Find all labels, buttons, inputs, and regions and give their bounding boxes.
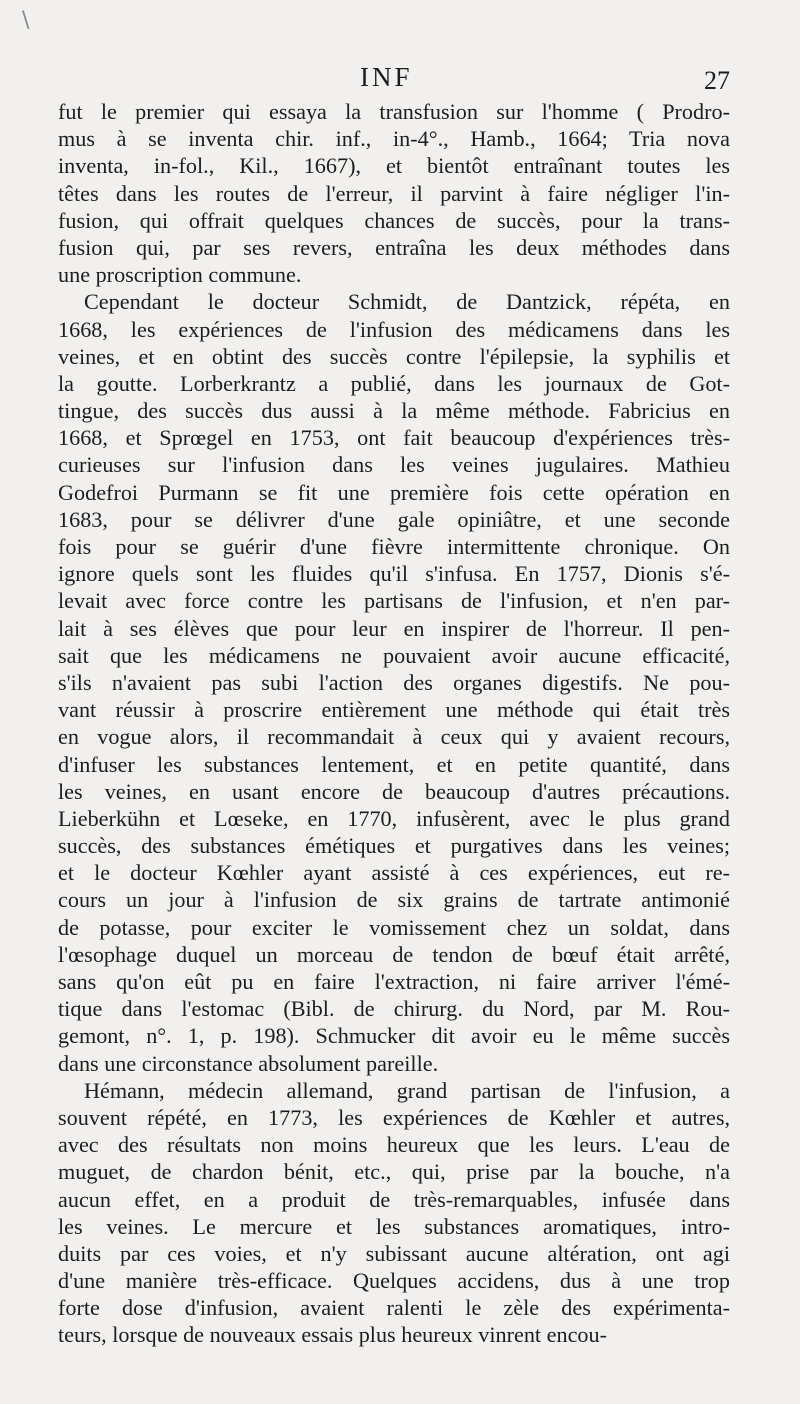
text-line: veines, et en obtint des succès contre l'épilepsie, la syphilis et [58,343,730,369]
text-line: Cependant le docteur Schmidt, de Dantzick, répéta, en [84,289,730,315]
text-line: s'ils n'avaient pas subi l'action des organes digestifs. Ne pou- [58,669,730,695]
text-line: de potasse, pour exciter le vomissement chez un soldat, dans [58,914,730,940]
text-line: ignore quels sont les fluides qu'il s'infusa. En 1757, Dionis s'é- [58,561,730,587]
paragraph [58,98,730,288]
text-line: Hémann, médecin allemand, grand partisan de l'infusion, a [84,1077,730,1103]
text-line: avec des résultats non moins heureux que les leurs. L'eau de [58,1132,730,1158]
text-line: duits par ces voies, et n'y subissant aucune altération, ont agi [58,1240,730,1266]
text-line: en vogue alors, il recommandait à ceux qui y avaient recours, [58,724,730,750]
text-line: muguet, de chardon bénit, etc., qui, prise par la bouche, n'a [58,1159,730,1185]
page-header [60,62,730,102]
text-line: 1668, et Sprœgel en 1753, ont fait beaucoup d'expériences très- [58,425,730,451]
text-line: souvent répété, en 1773, les expériences de Kœhler et autres, [58,1104,730,1130]
text-line: une proscription commune. [58,262,302,288]
running-head: INF [360,62,413,92]
text-line: d'une manière très-efficace. Quelques accidens, dus à une trop [58,1268,730,1294]
corner-mark: \ [22,8,30,33]
text-line: succès, des substances émétiques et purgatives dans les veines; [58,833,730,859]
text-line: tingue, des succès dus aussi à la même méthode. Fabricius en [58,398,730,424]
text-line: Lieberkühn et Lœseke, en 1770, infusèrent, avec le plus grand [58,805,730,831]
text-line: teurs, lorsque de nouveaux essais plus heureux vinrent encou- [58,1322,607,1348]
text-line: gemont, n°. 1, p. 198). Schmucker dit avoir eu le même succès [58,1023,730,1049]
text-line: sans qu'on eût pu en faire l'extraction, ni faire arriver l'émé- [58,969,730,994]
text-line: les veines, en usant encore de beaucoup d'autres précautions. [58,778,730,804]
text-line: 1683, pour se délivrer d'une gale opiniâtre, et une seconde [58,506,730,532]
page-number: 27 [704,66,730,95]
paragraph [58,1077,730,1349]
text-line: levait avec force contre les partisans de l'infusion, et n'en par- [58,588,730,614]
text-line: cours un jour à l'infusion de six grains de tartrate antimonié [58,887,730,913]
text-line: fusion qui, par ses revers, entraîna les deux méthodes dans [58,234,730,260]
text-line: fusion, qui offrait quelques chances de succès, pour la trans- [58,207,730,233]
text-line: et le docteur Kœhler ayant assisté à ces expériences, eut re- [58,860,730,886]
text-line: l'œsophage duquel un morceau de tendon de bœuf était arrêté, [58,941,730,967]
text-line: inventa, in-fol., Kil., 1667), et bientôt entraînant toutes les [58,153,730,179]
text-line: forte dose d'infusion, avaient ralenti le zèle des expérimenta- [58,1295,730,1321]
text-line: aucun effet, en a produit de très-remarquables, infusée dans [58,1186,730,1212]
text-line: d'infuser les substances lentement, et en petite quantité, dans [58,751,730,777]
text-line: les veines. Le mercure et les substances aromatiques, intro- [58,1213,730,1239]
text-line: tique dans l'estomac (Bibl. de chirurg. du Nord, par M. Rou- [58,996,730,1022]
text-line: 1668, les expériences de l'infusion des médicamens dans les [58,316,730,342]
text-line: vant réussir à proscrire entièrement une méthode qui était très [58,697,730,723]
text-line: sait que les médicamens ne pouvaient avoir aucune efficacité, [58,642,730,668]
text-line: curieuses sur l'infusion dans les veines jugulaires. Mathieu [58,452,730,478]
paragraph [58,288,730,1076]
text-line: lait à ses élèves que pour leur en inspirer de l'horreur. Il pen- [58,615,730,641]
text-line: mus à se inventa chir. inf., in-4°., Hamb., 1664; Tria nova [58,126,730,152]
text-line: la goutte. Lorberkrantz a publié, dans les journaux de Got- [58,370,730,396]
text-line: têtes dans les routes de l'erreur, il parvint à faire négliger l'in- [58,180,730,206]
text-line: dans une circonstance absolument pareille. [58,1050,439,1076]
text-line: fois pour se guérir d'une fièvre intermittente chronique. On [58,534,730,559]
text-line: Godefroi Purmann se fit une première fois cette opération en [58,479,730,505]
text-line: fut le premier qui essaya la transfusion sur l'homme ( Prodro- [58,99,730,124]
text-body [58,98,730,1349]
